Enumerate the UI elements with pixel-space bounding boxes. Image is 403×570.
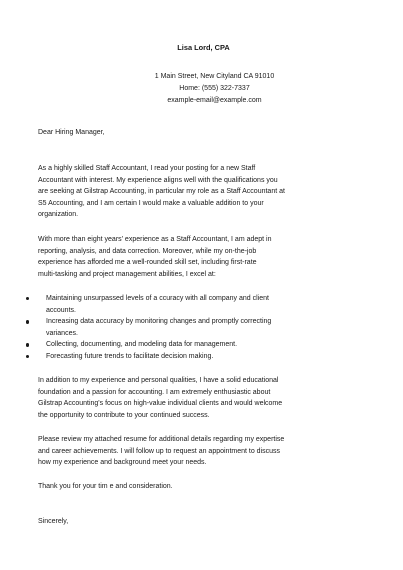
paragraph-line: In addition to my experience and personal qualities, I have a solid educational <box>38 377 279 384</box>
paragraph-line: foundation and a passion for accounting. I am extremely enthusiastic about <box>38 388 271 396</box>
paragraph-line: With more than eight years' experience as a Staff Accountant, I am adept in <box>38 236 272 243</box>
sender-name: Lisa Lord, CPA <box>177 43 230 52</box>
closing: Sincerely, <box>38 518 69 525</box>
list-item: Forecasting future trends to facilitate decision making. <box>26 351 271 363</box>
paragraph-line: organization. <box>38 211 79 219</box>
paragraph-experience <box>38 234 288 280</box>
paragraph-education <box>38 375 288 421</box>
paragraph-line: and career achievements. I will follow up to request an appointment to discuss <box>38 447 281 455</box>
list-item: Collecting, documenting, and modeling data for management. <box>26 339 271 351</box>
sender-phone: Home: (555) 322-7337 <box>179 85 250 92</box>
paragraph-line: the opportunity to contribute to your continued success. <box>38 411 210 419</box>
list-item: Maintaining unsurpassed levels of a ccuracy with all company and client accounts. <box>26 293 271 316</box>
paragraph-line: Gilstrap Accounting's focus on high-value individual clients and would welcome <box>38 400 283 408</box>
paragraph-followup <box>38 434 288 469</box>
paragraph-line: experience has afforded me a well-rounded skill set, including first-rate <box>38 259 257 267</box>
sender-address: 1 Main Street, New Cityland CA 91010 <box>154 73 275 80</box>
paragraph-intro <box>38 163 288 221</box>
paragraph-line: reporting, analysis, and data correction. Moreover, while my on-the-job <box>38 247 257 255</box>
paragraph-line: As a highly skilled Staff Accountant, I read your posting for a new Staff <box>38 165 256 172</box>
paragraph-line: Please review my attached resume for additional details regarding my expertise <box>38 436 285 443</box>
bullet-icon <box>26 355 29 358</box>
paragraph-line: are seeking at Gilstrap Accounting, in particular my role as a Staff Accountant at <box>38 188 285 196</box>
paragraph-line: multi-tasking and project management abilities, I excel at: <box>38 270 216 278</box>
bullet-icon <box>26 297 29 300</box>
list-item: Increasing data accuracy by monitoring changes and promptly correcting variances. <box>26 316 271 339</box>
paragraph-line: Accountant with interest. My experience aligns well with the qualifications you <box>38 176 278 184</box>
paragraph-line: how my experience and background meet your needs. <box>38 459 207 467</box>
thanks-line: Thank you for your tim e and consideration. <box>38 483 173 490</box>
sender-email: example-email@example.com <box>167 97 262 104</box>
bullet-icon <box>26 320 29 323</box>
salutation: Dear Hiring Manager, <box>38 129 105 136</box>
bullet-icon <box>26 343 29 346</box>
skills-list <box>26 293 271 363</box>
paragraph-line: S5 Accounting, and I am certain I would make a valuable addition to your <box>38 199 264 207</box>
